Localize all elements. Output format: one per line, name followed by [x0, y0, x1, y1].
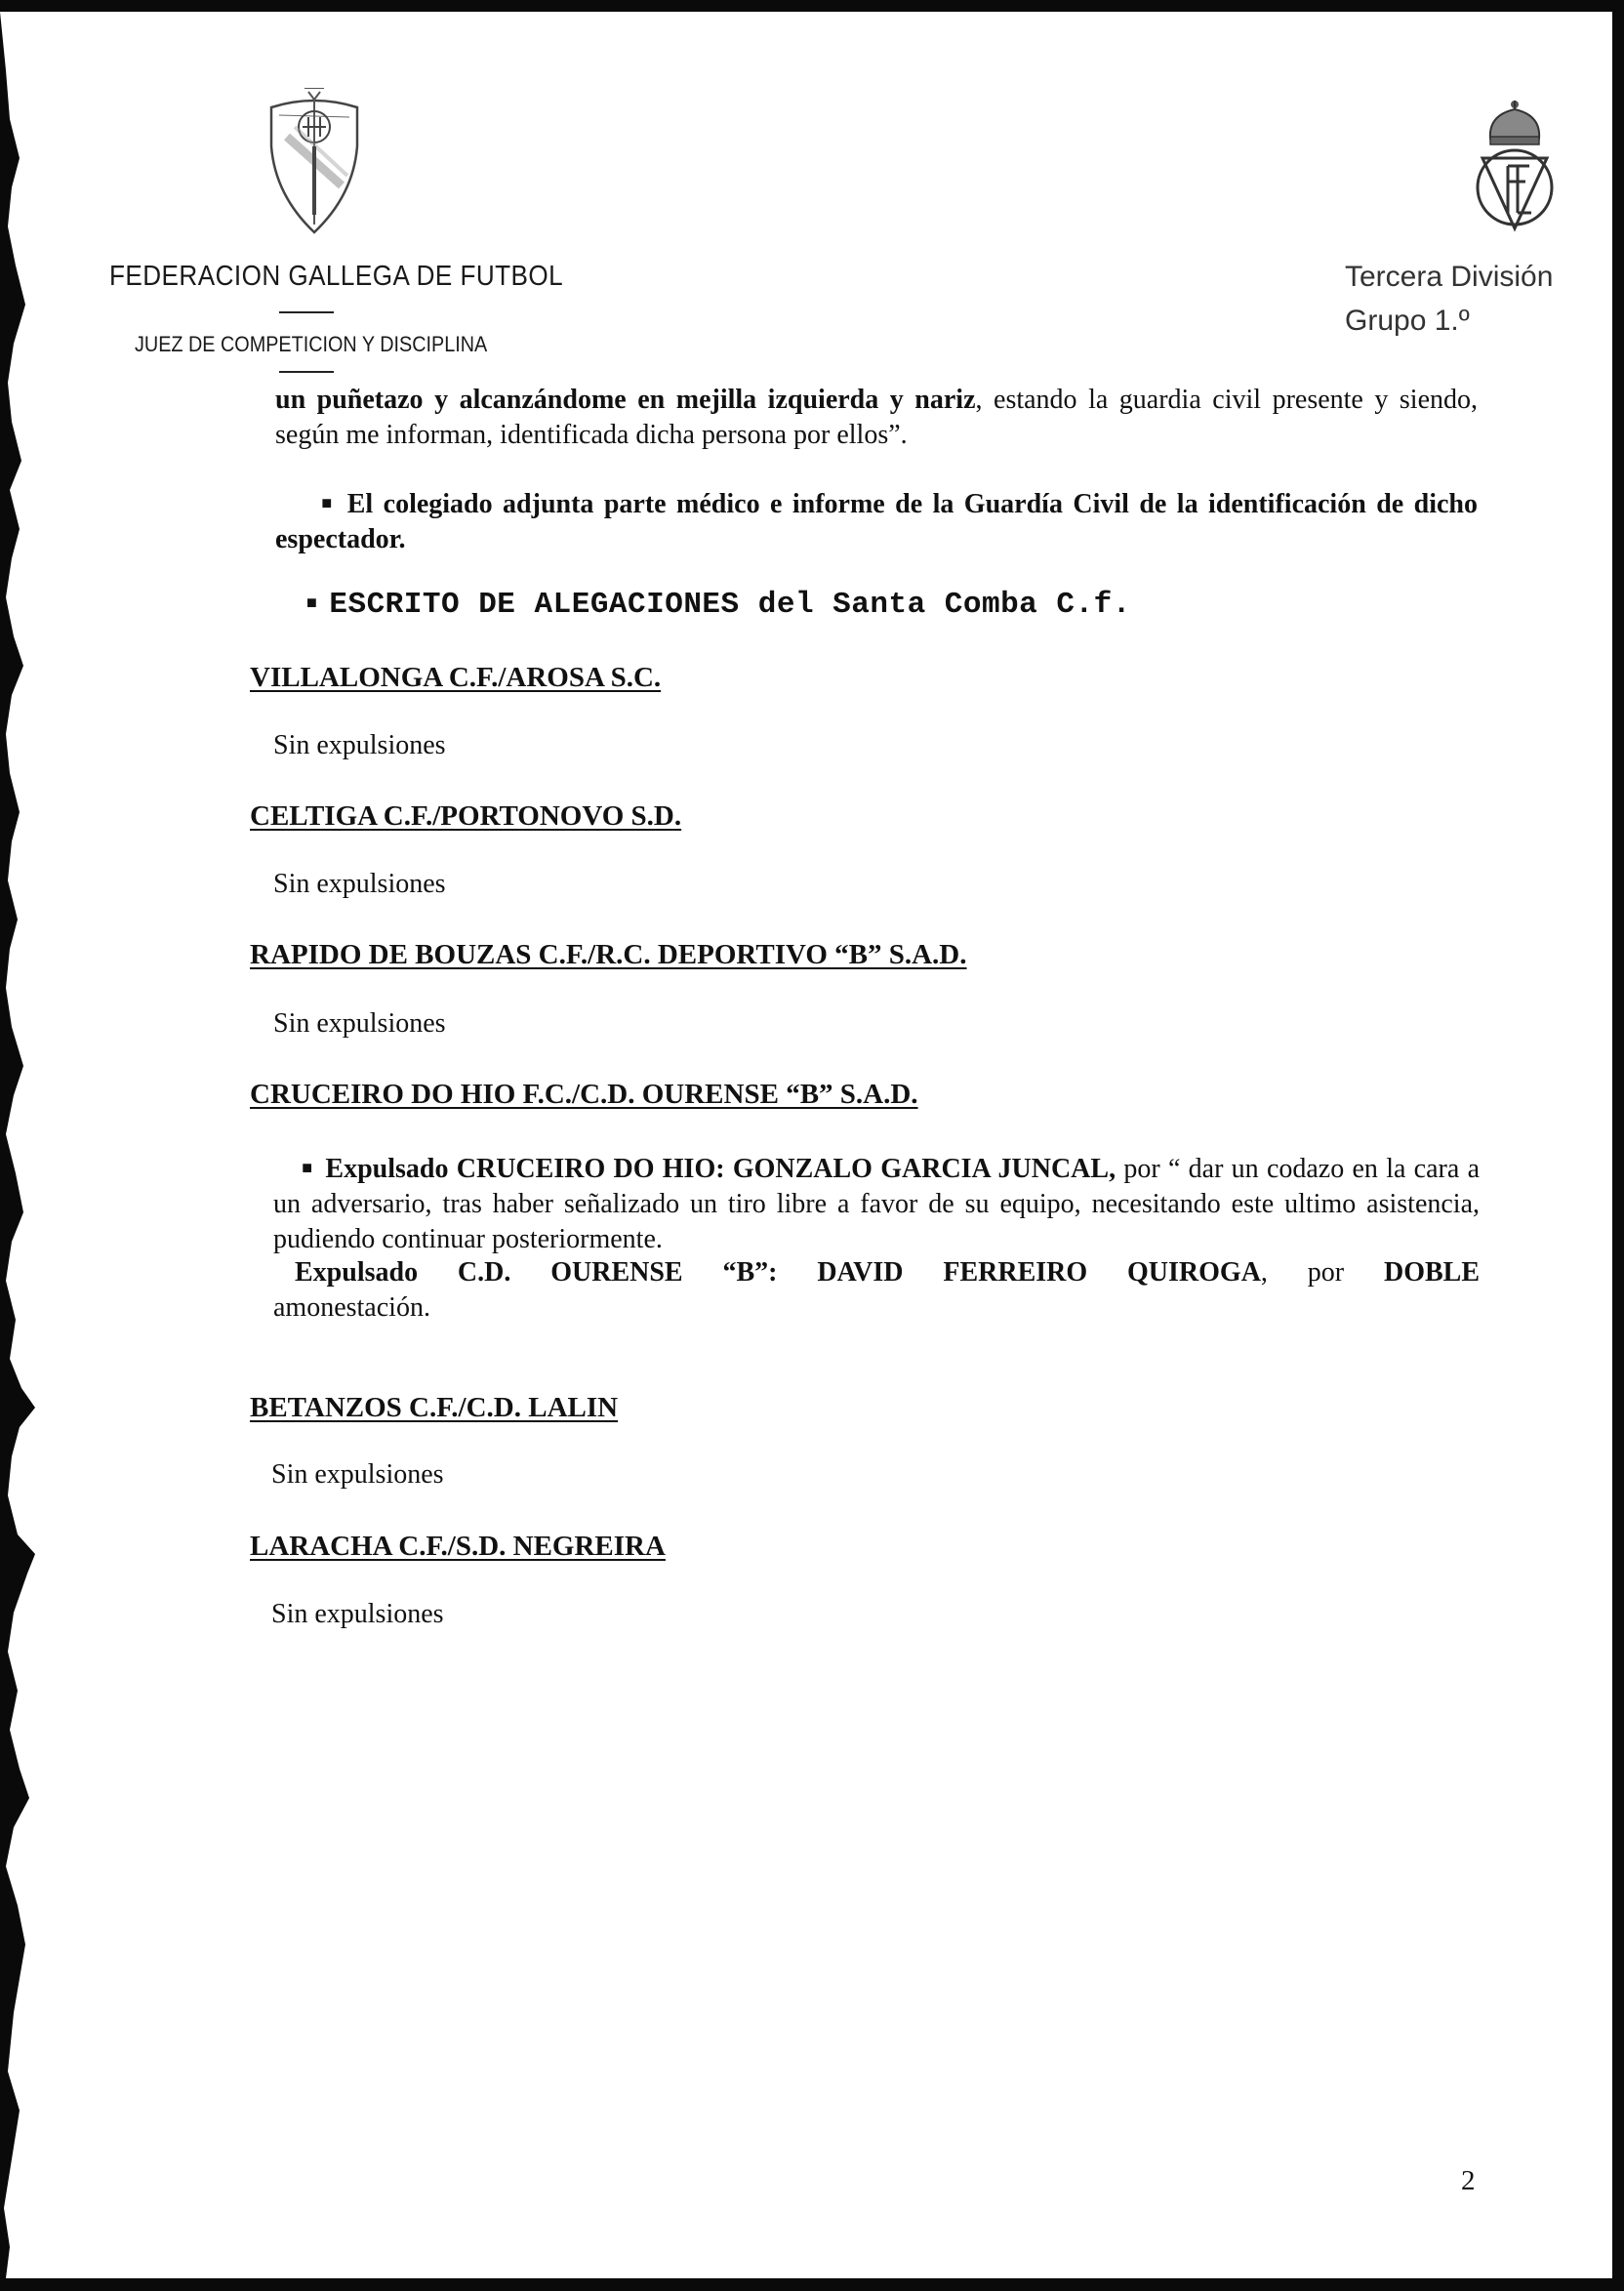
division-label: Tercera División [1345, 261, 1554, 293]
match-result: Sin expulsiones [273, 1008, 446, 1039]
match-title: LARACHA C.F./S.D. NEGREIRA [250, 1531, 666, 1562]
square-bullet-icon: ■ [301, 1158, 314, 1177]
department-name: JUEZ DE COMPETICION Y DISCIPLINA [135, 332, 488, 356]
expulsion-cruceiro: ■ Expulsado CRUCEIRO DO HIO: GONZALO GARCIA JUNCAL, por “ dar un codazo en la cara a un adversario, tras haber señalizado un tiro libre a favor de su equipo, necesitando este ultimo asistencia, pudiendo continuar posteriormente. [273, 1154, 1480, 1254]
match-result: Sin expulsiones [273, 869, 446, 899]
header-rule [279, 371, 334, 373]
referee-note: ■ El colegiado adjunta parte médico e informe de la Guardía Civil de la identificación de dicho espectador. [275, 489, 1478, 554]
torn-edge-decoration [0, 12, 39, 2278]
match-title: CRUCEIRO DO HIO F.C./C.D. OURENSE “B” S.A.D. [250, 1079, 918, 1110]
match-title: VILLALONGA C.F./AROSA S.C. [250, 662, 662, 693]
document-page [0, 12, 1612, 2278]
match-title: BETANZOS C.F./C.D. LALIN [250, 1392, 619, 1423]
intro-rest: , estando la guardia civil presente y siendo, según me informan, identificada dicha persona por ellos”. [275, 385, 1478, 450]
organization-name: FEDERACION GALLEGA DE FUTBOL [109, 261, 564, 292]
match-title: CELTIGA C.F./PORTONOVO S.D. [250, 800, 682, 832]
match-result: Sin expulsiones [273, 730, 446, 760]
match-result: Sin expulsiones [271, 1599, 444, 1629]
page-number: 2 [1461, 2165, 1476, 2196]
intro-bold: un puñetazo y alcanzándome en mejilla izquierda y nariz [275, 385, 976, 415]
rfef-crown-crest-icon [1469, 98, 1562, 234]
square-bullet-icon: ■ [318, 493, 336, 512]
match-result: Sin expulsiones [271, 1459, 444, 1490]
allegations-note: ■ ESCRITO DE ALEGACIONES del Santa Comba C.f. [306, 588, 1131, 622]
intro-paragraph [275, 383, 1478, 453]
group-label: Grupo 1.º [1345, 305, 1470, 337]
square-bullet-icon: ■ [306, 593, 318, 612]
header-rule [279, 311, 334, 313]
match-title: RAPIDO DE BOUZAS C.F./R.C. DEPORTIVO “B” S.A.D. [250, 939, 967, 970]
fgf-shield-icon [265, 88, 363, 236]
expulsion-ourense: Expulsado C.D. OURENSE “B”: DAVID FERREIRO QUIROGA, por DOBLE amonestación. [273, 1257, 1481, 1323]
